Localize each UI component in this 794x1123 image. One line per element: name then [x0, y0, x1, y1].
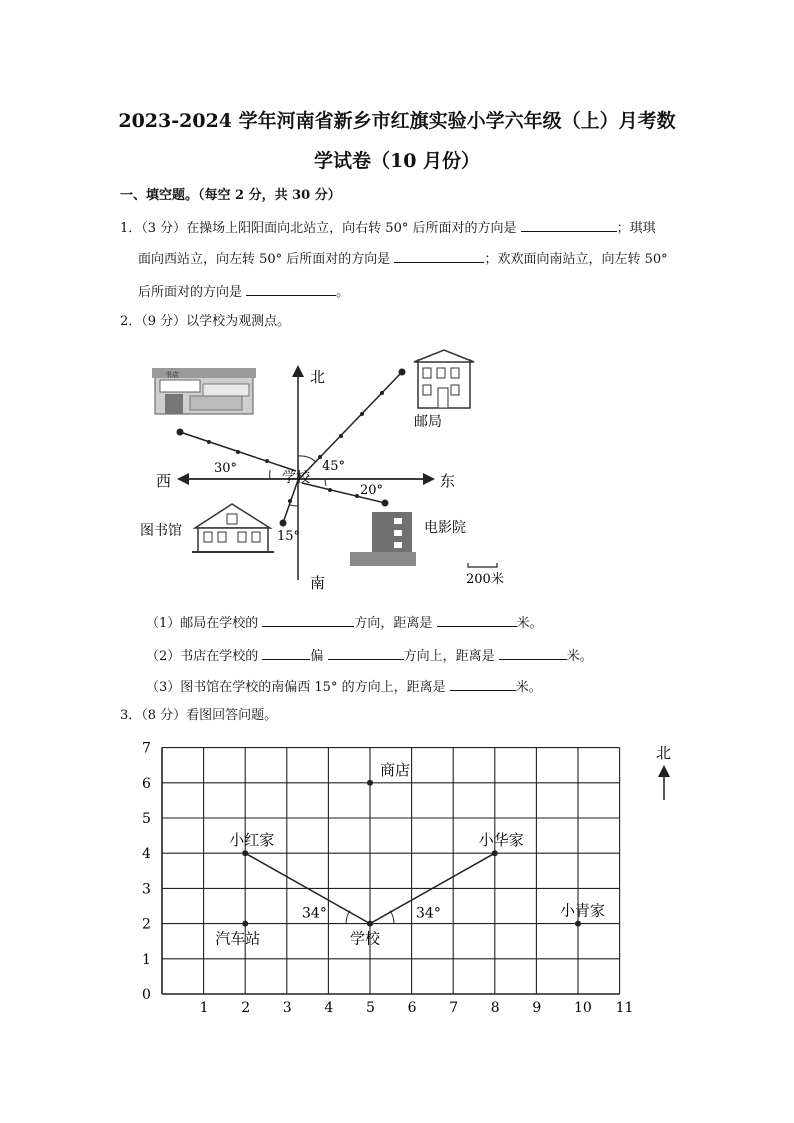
q2-sub-2-c: 方向上，距离是: [403, 649, 495, 664]
place-label-xiaohua: 小华家: [478, 831, 524, 850]
q2-sub-2-a: （2）书店在学校的: [146, 649, 259, 664]
place-label-xiaohong: 小红家: [229, 831, 275, 850]
y-tick-label: 1: [142, 951, 151, 968]
section-heading: 一、填空题。（每空 2 分，共 30 分）: [120, 188, 341, 203]
x-tick-label: 9: [532, 1000, 542, 1016]
q2-sub-1-a: （1）邮局在学校的: [146, 616, 259, 631]
y-tick-label: 7: [142, 740, 151, 757]
shop-sign: 书店: [165, 371, 179, 379]
x-tick-label: 3: [282, 1000, 292, 1016]
y-tick-label: 3: [142, 881, 151, 898]
x-tick-label: 7: [449, 1000, 459, 1016]
q2-sub-1-c: 米。: [516, 616, 543, 631]
place-label-bus: 汽车站: [215, 929, 261, 948]
point-shop: [367, 780, 373, 786]
x-tick-label: 4: [324, 1000, 334, 1016]
y-tick-label: 4: [142, 846, 151, 863]
library-label: 图书馆: [140, 523, 182, 539]
angle-south: 15°: [277, 529, 301, 544]
angle-west: 30°: [214, 461, 238, 476]
center-label: 学校: [282, 470, 310, 486]
angle-left-label: 34°: [302, 905, 327, 922]
point-bus: [242, 921, 248, 927]
q2-sub-1-b: 方向，距离是: [354, 616, 433, 631]
place-label-xiaoqing: 小青家: [560, 901, 606, 920]
x-tick-label: 11: [615, 1000, 634, 1016]
angle-ne: 45°: [322, 459, 346, 474]
north-label: 北: [310, 368, 326, 386]
q1-text-1a: 1．（3 分）在操场上阳阳面向北站立，向右转 50° 后所面对的方向是: [120, 221, 517, 236]
place-label-shop: 商店: [380, 760, 411, 779]
cinema-label: 电影院: [424, 520, 466, 536]
south-label: 南: [310, 574, 326, 592]
x-tick-label: 1: [199, 1000, 209, 1016]
place-label-school: 学校: [350, 929, 381, 948]
east-label: 东: [440, 472, 456, 490]
q1-text-1b: ；琪琪: [616, 221, 656, 236]
angle-east: 20°: [360, 483, 384, 498]
q2-sub-3-a: （3）图书馆在学校的南偏西 15° 的方向上，距离是: [146, 680, 446, 695]
q3-stem: 3．（8 分）看图回答问题。: [120, 708, 278, 723]
y-tick-label: 5: [142, 811, 151, 827]
q1-text-2a: 面向西站立，向左转 50° 后所面对的方向是: [138, 252, 391, 267]
title-line-1: 2023-2024 学年河南省新乡市红旗实验小学六年级（上）月考数: [118, 110, 676, 132]
angle-right-label: 34°: [416, 905, 441, 922]
x-tick-label: 6: [407, 1000, 417, 1016]
scale-label: 200米: [466, 572, 504, 587]
q2-sub-2-b: 偏: [310, 649, 324, 664]
west-label: 西: [156, 472, 172, 490]
y-tick-label: 6: [142, 775, 151, 792]
point-school: [367, 921, 373, 927]
post-office-label: 邮局: [414, 414, 442, 430]
point-xiaoqing: [575, 921, 581, 927]
q2-stem: 2．（9 分）以学校为观测点。: [120, 314, 291, 329]
q2-sub-2-d: 米。: [566, 649, 593, 664]
q1-text-2b: ；欢欢面向南站立，向左转 50°: [484, 252, 668, 267]
point-xiaohua: [492, 850, 498, 856]
y-tick-label: 0: [142, 987, 151, 1003]
q1-text-3b: 。: [336, 285, 350, 300]
q2-sub-3-b: 米。: [515, 680, 542, 695]
x-tick-label: 5: [366, 1000, 375, 1016]
grid-north-label: 北: [656, 744, 672, 762]
x-tick-label: 8: [490, 1000, 500, 1016]
x-tick-label: 10: [574, 1000, 592, 1016]
y-tick-label: 2: [142, 916, 151, 933]
q1-text-3a: 后所面对的方向是: [138, 285, 243, 300]
title-line-2: 学试卷（10 月份）: [313, 150, 481, 172]
point-xiaohong: [242, 850, 248, 856]
x-tick-label: 2: [241, 1000, 251, 1016]
